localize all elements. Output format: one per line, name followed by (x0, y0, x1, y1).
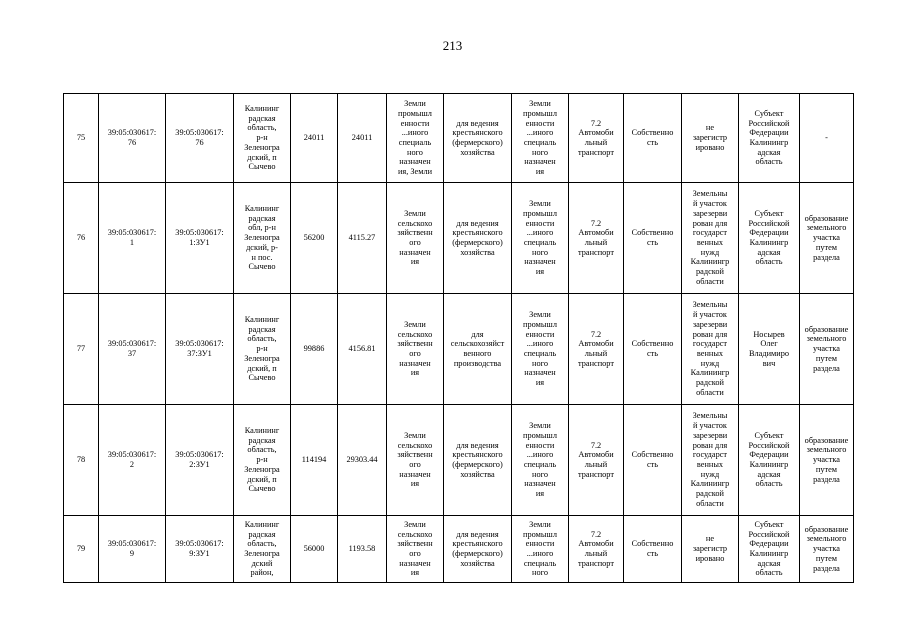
cell-category-to (512, 516, 569, 583)
cell-text: образование земельного участка путем раздела (804, 213, 849, 262)
cell-address (234, 405, 291, 516)
cell-text: - (825, 133, 828, 143)
cell-use (444, 183, 512, 294)
cell-text: для ведения крестьянского (фермерского) хозяйства (452, 218, 503, 257)
cell-text: образование земельного участка путем раздела (804, 435, 849, 484)
cell-text: 7.2 Автомоби льный транспорт (578, 329, 614, 368)
cell-text: для ведения крестьянского (фермерского) хозяйства (452, 440, 503, 479)
cell-text: 29303.44 (346, 455, 378, 465)
cell-text: образование земельного участка путем раздела (804, 324, 849, 373)
cell-text: Земельны й участок зарезерви рован для государст венных нужд Калинингр радской области (690, 189, 730, 286)
cell-num (64, 405, 99, 516)
cell-encumbrance (682, 516, 739, 583)
cell-note (800, 294, 854, 405)
cell-text: Калининг радская область, р-н Зеленогра дский, п Сычево (244, 426, 280, 494)
cell-category-to (512, 94, 569, 183)
cell-text: Субъект Российской Федерации Калинингр адская область (748, 108, 790, 167)
cell-text: 39:05:030617: 1:ЗУ1 (175, 228, 224, 247)
cell-vri (569, 405, 624, 516)
cell-owner (739, 516, 800, 583)
cell-text: 7.2 Автомоби льный транспорт (578, 118, 614, 157)
cell-owner (739, 94, 800, 183)
cell-cad2 (166, 516, 234, 583)
cell-text: Калининг радская область, р-н Зеленогра дский, п Сычево (244, 315, 280, 383)
cell-cad1 (99, 94, 166, 183)
cell-text: 76 (76, 233, 86, 243)
cell-use (444, 405, 512, 516)
table-row (64, 516, 854, 583)
cell-text: 39:05:030617: 76 (107, 128, 157, 147)
cell-text: 4156.81 (348, 344, 376, 354)
table-row (64, 183, 854, 294)
cell-use (444, 94, 512, 183)
cell-area2 (338, 294, 387, 405)
cell-right (624, 405, 682, 516)
cell-text: Субъект Российской Федерации Калинингр адская область (748, 208, 790, 267)
cell-text: Земли сельскохо зяйственн ого назначен ия (397, 319, 433, 378)
cell-address (234, 516, 291, 583)
cell-num (64, 94, 99, 183)
cell-text: 1193.58 (348, 544, 376, 554)
cell-text: Земли промышл енности ...иного специаль ного назначен ия (523, 99, 557, 177)
table-row (64, 405, 854, 516)
cell-note (800, 516, 854, 583)
cell-text: для ведения крестьянского (фермерского) хозяйства (452, 118, 503, 157)
cell-text: 79 (76, 544, 86, 554)
cell-use (444, 294, 512, 405)
cell-text: 39:05:030617: 37:ЗУ1 (175, 339, 224, 358)
cell-category-from (387, 94, 444, 183)
cell-right (624, 183, 682, 294)
cell-cad2 (166, 94, 234, 183)
cell-text: 24011 (351, 133, 373, 143)
cell-owner (739, 294, 800, 405)
cell-text: Калининг радская область, Зеленогра дский район, (244, 519, 280, 578)
cell-text: 99886 (303, 344, 325, 354)
page-number: 213 (442, 38, 463, 53)
cell-num (64, 183, 99, 294)
cell-area2 (338, 405, 387, 516)
cell-text: Носырев Олег Владимиро вич (748, 329, 789, 368)
cell-text: 77 (76, 344, 86, 354)
cell-category-to (512, 183, 569, 294)
cell-cad2 (166, 183, 234, 294)
cell-text: Калининг радская обл, р-н Зеленогра дский, р- н пос. Сычево (244, 204, 280, 272)
cell-text: Собственно сть (631, 539, 674, 558)
cell-text: 39:05:030617: 76 (175, 128, 224, 147)
cell-category-to (512, 294, 569, 405)
cell-address (234, 183, 291, 294)
cell-right (624, 294, 682, 405)
cell-text: Собственно сть (631, 128, 674, 147)
cell-text: 56000 (303, 544, 325, 554)
cell-use (444, 516, 512, 583)
table-body (64, 94, 854, 583)
cell-text: Земли промышл енности ...иного специаль ного назначен ия (523, 310, 557, 388)
cell-text: Земли промышл енности ...иного специаль ного (523, 519, 557, 578)
cell-text: 78 (76, 455, 86, 465)
cell-text: Собственно сть (631, 450, 674, 469)
cell-text: 4115.27 (348, 233, 376, 243)
cell-text: 7.2 Автомоби льный транспорт (578, 440, 614, 479)
cell-text: 39:05:030617: 9:ЗУ1 (175, 539, 224, 558)
cell-text: 7.2 Автомоби льный транспорт (578, 218, 614, 257)
cell-text: 24011 (303, 133, 325, 143)
cell-category-from (387, 405, 444, 516)
cell-text: Земли промышл енности ...иного специаль ного назначен ия, Земли (397, 99, 433, 177)
cell-encumbrance (682, 294, 739, 405)
cell-category-from (387, 294, 444, 405)
cell-owner (739, 183, 800, 294)
cell-text: 39:05:030617: 2:ЗУ1 (175, 450, 224, 469)
cell-area2 (338, 183, 387, 294)
cell-cad1 (99, 294, 166, 405)
table-row (64, 294, 854, 405)
cell-category-from (387, 516, 444, 583)
cell-cad1 (99, 183, 166, 294)
land-registry-table (63, 93, 854, 583)
table-row (64, 94, 854, 183)
cell-text: Земли промышл енности ...иного специаль ного назначен ия (523, 421, 557, 499)
cell-area1 (291, 405, 338, 516)
cell-address (234, 294, 291, 405)
cell-text: Земли сельскохо зяйственн ого назначен ия (397, 519, 433, 578)
cell-vri (569, 516, 624, 583)
cell-owner (739, 405, 800, 516)
cell-text: Земельны й участок зарезерви рован для государст венных нужд Калинингр радской области (690, 411, 730, 508)
cell-area1 (291, 94, 338, 183)
cell-vri (569, 183, 624, 294)
cell-text: Собственно сть (631, 228, 674, 247)
cell-text: не зарегистр ировано (692, 123, 728, 152)
cell-text: Субъект Российской Федерации Калинингр адская область (748, 519, 790, 578)
cell-text: Земли промышл енности ...иного специаль ного назначен ия (523, 199, 557, 277)
cell-category-to (512, 405, 569, 516)
cell-note (800, 405, 854, 516)
cell-vri (569, 94, 624, 183)
cell-text: не зарегистр ировано (692, 534, 728, 563)
cell-text: образование земельного участка путем раздела (804, 524, 849, 573)
cell-num (64, 516, 99, 583)
cell-num (64, 294, 99, 405)
cell-text: 75 (76, 133, 86, 143)
cell-text: 39:05:030617: 9 (107, 539, 157, 558)
cell-cad1 (99, 516, 166, 583)
cell-encumbrance (682, 405, 739, 516)
cell-text: для ведения крестьянского (фермерского) хозяйства (452, 529, 503, 568)
cell-category-from (387, 183, 444, 294)
cell-area1 (291, 183, 338, 294)
cell-text: Собственно сть (631, 339, 674, 358)
cell-right (624, 516, 682, 583)
cell-encumbrance (682, 94, 739, 183)
cell-area2 (338, 516, 387, 583)
cell-text: для сельскохозяйст венного производства (450, 329, 505, 368)
cell-text: Калининг радская область, р-н Зеленогра дский, п Сычево (244, 104, 280, 172)
cell-text: 114194 (301, 455, 327, 465)
cell-address (234, 94, 291, 183)
cell-text: 56200 (303, 233, 325, 243)
cell-vri (569, 294, 624, 405)
cell-text: 39:05:030617: 2 (107, 450, 157, 469)
cell-text: Земли сельскохо зяйственн ого назначен ия (397, 430, 433, 489)
cell-cad2 (166, 294, 234, 405)
cell-text: Земли сельскохо зяйственн ого назначен ия (397, 208, 433, 267)
cell-text: Земельны й участок зарезерви рован для государст венных нужд Калинингр радской области (690, 300, 730, 397)
cell-cad2 (166, 405, 234, 516)
cell-note (800, 94, 854, 183)
cell-text: 7.2 Автомоби льный транспорт (578, 529, 614, 568)
cell-area1 (291, 294, 338, 405)
cell-right (624, 94, 682, 183)
cell-note (800, 183, 854, 294)
cell-encumbrance (682, 183, 739, 294)
cell-text: Субъект Российской Федерации Калинингр адская область (748, 430, 790, 489)
cell-text: 39:05:030617: 1 (107, 228, 157, 247)
cell-text: 39:05:030617: 37 (107, 339, 157, 358)
cell-cad1 (99, 405, 166, 516)
cell-area1 (291, 516, 338, 583)
cell-area2 (338, 94, 387, 183)
